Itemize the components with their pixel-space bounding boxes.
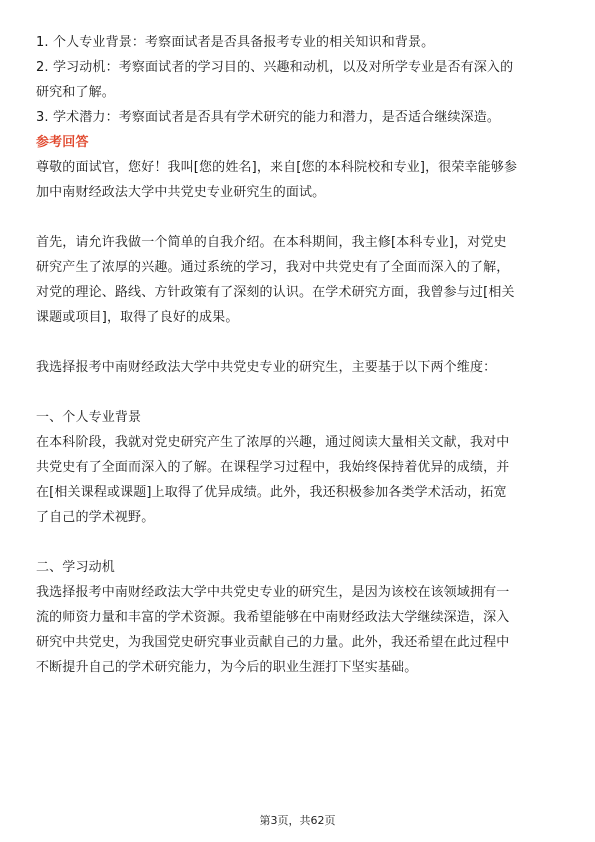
- criteria-line: 1. 个人专业背景：考察面试者是否具备报考专业的相关知识和背景。: [36, 35, 435, 50]
- intro-line: 加中南财经政法大学中共党史专业研究生的面试。: [36, 185, 326, 200]
- section2-line: 研究中共党史，为我国党史研究事业贡献自己的力量。此外，我还希望在此过程中: [36, 635, 510, 650]
- self-intro-line: 首先，请允许我做一个简单的自我介绍。在本科期间，我主修[本科专业]，对党史: [36, 235, 507, 250]
- section2-title: 二、学习动机: [36, 560, 115, 575]
- criteria-line: 研究和了解。: [36, 85, 115, 100]
- self-intro-line: 研究产生了浓厚的兴趣。通过系统的学习，我对中共党史有了全面而深入的了解，: [36, 260, 510, 275]
- section2-line: 流的师资力量和丰富的学术资源。我希望能够在中南财经政法大学继续深造，深入: [36, 610, 510, 625]
- section1-title: 一、个人专业背景: [36, 410, 142, 425]
- self-intro-line: 课题或项目]，取得了良好的成果。: [36, 310, 239, 325]
- section1-line: 在[相关课程或课题]上取得了优异成绩。此外，我还积极参加各类学术活动，拓宽: [36, 485, 507, 500]
- intro-line: 尊敬的面试官，您好！我叫[您的姓名]，来自[您的本科院校和专业]，很荣幸能够参: [36, 160, 518, 175]
- criteria-line: 2. 学习动机：考察面试者的学习目的、兴趣和动机，以及对所学专业是否有深入的: [36, 60, 514, 75]
- section1-line: 在本科阶段，我就对党史研究产生了浓厚的兴趣，通过阅读大量相关文献，我对中: [36, 435, 510, 450]
- criteria-line: 3. 学术潜力：考察面试者是否具有学术研究的能力和潜力，是否适合继续深造。: [36, 110, 501, 125]
- dimensions-intro: 我选择报考中南财经政法大学中共党史专业的研究生，主要基于以下两个维度：: [36, 360, 497, 375]
- answer-heading: 参考回答: [36, 135, 89, 150]
- section2-line: 不断提升自己的学术研究能力，为今后的职业生涯打下坚实基础。: [36, 660, 418, 675]
- page-number: 第3页，共62页: [259, 814, 336, 827]
- document-page: [36, 30, 566, 680]
- section1-line: 了自己的学术视野。: [36, 510, 155, 525]
- section1-line: 共党史有了全面而深入的了解。在课程学习过程中，我始终保持着优异的成绩，并: [36, 460, 510, 475]
- section2-line: 我选择报考中南财经政法大学中共党史专业的研究生，是因为该校在该领域拥有一: [36, 585, 510, 600]
- self-intro-line: 对党的理论、路线、方针政策有了深刻的认识。在学术研究方面，我曾参与过[相关: [36, 285, 515, 300]
